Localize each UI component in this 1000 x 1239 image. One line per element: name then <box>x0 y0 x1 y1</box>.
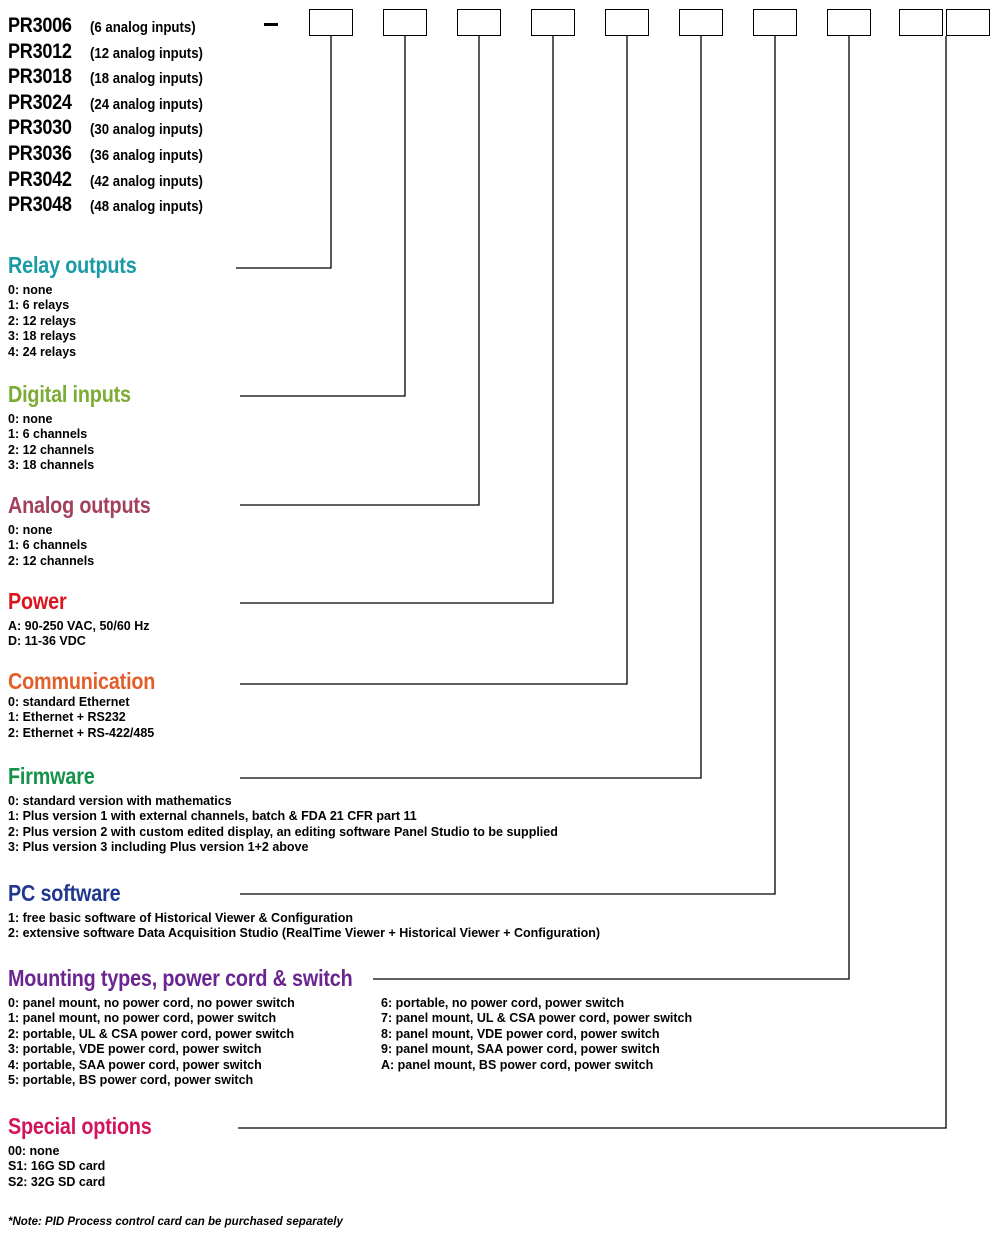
option-item: 1: free basic software of Historical Viewer & Configuration <box>8 911 353 925</box>
model-row <box>8 193 218 219</box>
option-columns <box>8 996 692 1088</box>
option-item: 0: none <box>8 412 53 426</box>
option-item: 2: 12 channels <box>8 442 95 457</box>
section-special <box>8 1113 175 1190</box>
option-item: S1: 16G SD card <box>8 1159 106 1174</box>
option-list <box>8 1144 175 1190</box>
option-list <box>8 523 174 569</box>
code-box-special-2 <box>946 9 990 36</box>
option-item: 2: 12 relays <box>8 313 77 328</box>
option-item: 8: panel mount, VDE power cord, power switch <box>381 1026 660 1041</box>
section-communication <box>8 668 179 741</box>
code-box-firmware <box>679 9 723 36</box>
code-box-communication <box>605 9 649 36</box>
option-item: 5: portable, BS power cord, power switch <box>8 1073 254 1088</box>
option-item: 0: panel mount, no power cord, no power switch <box>8 996 295 1010</box>
model-list <box>8 14 218 219</box>
option-item: 2: extensive software Data Acquisition Studio (RealTime Viewer + Historical Viewer + Configuration) <box>8 926 601 941</box>
model-row <box>8 91 218 117</box>
connector-firmware <box>240 36 701 778</box>
model-row <box>8 40 218 66</box>
model-desc: (30 analog inputs) <box>90 121 203 139</box>
option-item: 4: portable, SAA power cord, power switch <box>8 1057 262 1072</box>
model-desc: (36 analog inputs) <box>90 146 203 164</box>
code-box-special-1 <box>899 9 943 36</box>
option-item: D: 11-36 VDC <box>8 634 86 649</box>
option-item: 3: 18 channels <box>8 458 95 473</box>
model-desc: (12 analog inputs) <box>90 44 203 62</box>
model-row <box>8 14 218 40</box>
section-title: PC software <box>8 880 121 906</box>
code-box-power <box>531 9 575 36</box>
option-item: A: 90-250 VAC, 50/60 Hz <box>8 619 150 633</box>
connector-power <box>240 36 553 603</box>
option-item: 2: Ethernet + RS-422/485 <box>8 725 155 740</box>
section-title: Power <box>8 588 67 614</box>
model-desc: (18 analog inputs) <box>90 70 203 88</box>
model-code: PR3006 <box>8 14 72 37</box>
section-title: Analog outputs <box>8 492 151 518</box>
model-code: PR3024 <box>8 90 72 114</box>
option-list <box>8 283 157 360</box>
code-box-digital <box>383 9 427 36</box>
option-item: 0: none <box>8 523 53 537</box>
option-item: 2: Plus version 2 with custom edited display, an editing software Panel Studio to be supplied <box>8 824 558 839</box>
option-item: 1: Plus version 1 with external channels, batch & FDA 21 CFR part 11 <box>8 809 417 824</box>
section-mounting <box>8 965 692 1088</box>
model-desc: (48 analog inputs) <box>90 198 203 216</box>
option-item: S2: 32G SD card <box>8 1174 106 1189</box>
model-desc: (6 analog inputs) <box>90 19 196 36</box>
option-item: 0: standard Ethernet <box>8 695 130 709</box>
model-row <box>8 65 218 91</box>
section-firmware <box>8 763 558 856</box>
option-item: 2: 12 channels <box>8 553 95 568</box>
option-list <box>8 911 600 942</box>
code-box-analog <box>457 9 501 36</box>
model-code: PR3042 <box>8 167 72 191</box>
option-item: 00: none <box>8 1144 60 1158</box>
section-analog <box>8 492 174 569</box>
option-item: 3: portable, VDE power cord, power switch <box>8 1042 262 1057</box>
section-power <box>8 588 150 650</box>
model-row <box>8 116 218 142</box>
connector-analog <box>240 36 479 505</box>
code-dash <box>264 23 278 26</box>
option-list <box>8 794 558 856</box>
option-list <box>8 412 151 474</box>
connector-relay <box>236 36 331 268</box>
option-item: 1: Ethernet + RS232 <box>8 710 126 725</box>
option-item: 1: 6 channels <box>8 427 88 442</box>
option-item: 1: 6 channels <box>8 538 88 553</box>
model-code: PR3018 <box>8 65 72 89</box>
option-item: 2: portable, UL & CSA power cord, power switch <box>8 1026 295 1041</box>
model-desc: (42 analog inputs) <box>90 172 203 190</box>
option-column-left <box>8 996 381 1088</box>
code-box-pc <box>753 9 797 36</box>
section-relay <box>8 252 157 360</box>
option-column-right <box>381 996 692 1088</box>
option-list <box>8 695 179 741</box>
option-list <box>8 619 150 650</box>
connector-digital <box>240 36 405 396</box>
model-code: PR3012 <box>8 39 72 63</box>
section-digital <box>8 381 151 474</box>
code-box-mounting <box>827 9 871 36</box>
option-item: 1: panel mount, no power cord, power switch <box>8 1011 277 1026</box>
option-item: A: panel mount, BS power cord, power switch <box>381 1057 654 1072</box>
section-title: Mounting types, power cord & switch <box>8 965 353 991</box>
option-item: 1: 6 relays <box>8 298 70 313</box>
model-code: PR3036 <box>8 141 72 165</box>
section-title: Relay outputs <box>8 252 137 278</box>
section-title: Firmware <box>8 763 95 789</box>
model-code: PR3030 <box>8 116 72 140</box>
option-item: 0: none <box>8 283 53 297</box>
connector-communication <box>240 36 627 684</box>
option-item: 9: panel mount, SAA power cord, power switch <box>381 1042 660 1057</box>
section-title: Communication <box>8 668 156 694</box>
option-item: 0: standard version with mathematics <box>8 794 232 808</box>
footnote: *Note: PID Process control card can be purchased separately <box>8 1216 343 1228</box>
model-desc: (24 analog inputs) <box>90 95 203 113</box>
section-title: Digital inputs <box>8 381 131 407</box>
model-row <box>8 142 218 168</box>
model-row <box>8 168 218 194</box>
model-code: PR3048 <box>8 193 72 217</box>
section-pc <box>8 880 600 942</box>
option-item: 6: portable, no power cord, power switch <box>381 996 625 1010</box>
option-item: 3: 18 relays <box>8 329 77 344</box>
code-box-relay <box>309 9 353 36</box>
option-item: 3: Plus version 3 including Plus version 1+2 above <box>8 840 309 855</box>
section-title: Special options <box>8 1113 152 1139</box>
option-item: 4: 24 relays <box>8 344 77 359</box>
option-item: 7: panel mount, UL & CSA power cord, power switch <box>381 1011 693 1026</box>
